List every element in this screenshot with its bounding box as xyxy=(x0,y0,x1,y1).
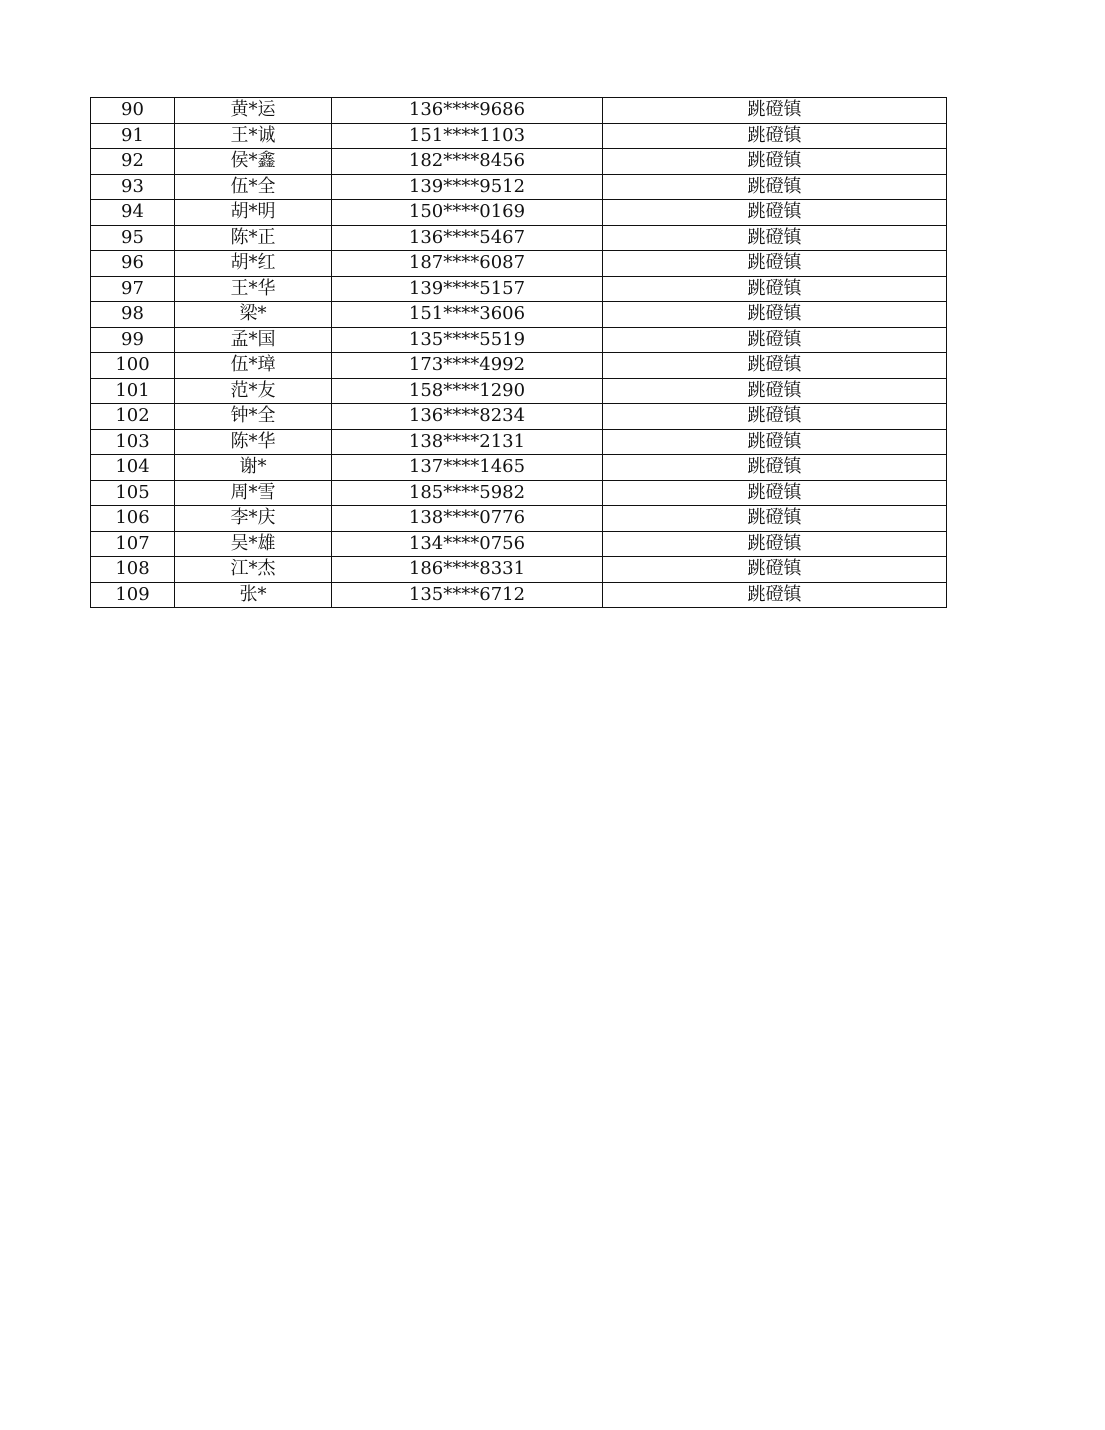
row-number-cell: 102 xyxy=(91,404,175,430)
phone-cell: 138****0776 xyxy=(332,506,603,532)
phone-cell: 186****8331 xyxy=(332,557,603,583)
phone-cell: 182****8456 xyxy=(332,149,603,175)
table-row xyxy=(91,200,947,226)
row-number-cell: 97 xyxy=(91,276,175,302)
table-row xyxy=(91,225,947,251)
town-cell: 跳磴镇 xyxy=(603,200,947,226)
table-row xyxy=(91,123,947,149)
name-cell: 陈*正 xyxy=(175,225,332,251)
name-cell: 陈*华 xyxy=(175,429,332,455)
row-number-cell: 104 xyxy=(91,455,175,481)
town-cell: 跳磴镇 xyxy=(603,251,947,277)
table-row xyxy=(91,378,947,404)
name-cell: 伍*璋 xyxy=(175,353,332,379)
town-cell: 跳磴镇 xyxy=(603,531,947,557)
name-cell: 张* xyxy=(175,582,332,608)
table-row xyxy=(91,531,947,557)
town-cell: 跳磴镇 xyxy=(603,429,947,455)
table-row xyxy=(91,480,947,506)
table-row xyxy=(91,455,947,481)
phone-cell: 150****0169 xyxy=(332,200,603,226)
phone-cell: 187****6087 xyxy=(332,251,603,277)
roster-table xyxy=(90,97,947,608)
table-row xyxy=(91,327,947,353)
town-cell: 跳磴镇 xyxy=(603,174,947,200)
town-cell: 跳磴镇 xyxy=(603,302,947,328)
phone-cell: 136****8234 xyxy=(332,404,603,430)
name-cell: 范*友 xyxy=(175,378,332,404)
table-row xyxy=(91,353,947,379)
row-number-cell: 105 xyxy=(91,480,175,506)
name-cell: 周*雪 xyxy=(175,480,332,506)
town-cell: 跳磴镇 xyxy=(603,557,947,583)
table-row xyxy=(91,276,947,302)
table-row xyxy=(91,149,947,175)
table-row xyxy=(91,404,947,430)
table-row xyxy=(91,582,947,608)
row-number-cell: 107 xyxy=(91,531,175,557)
row-number-cell: 93 xyxy=(91,174,175,200)
name-cell: 孟*国 xyxy=(175,327,332,353)
phone-cell: 151****3606 xyxy=(332,302,603,328)
town-cell: 跳磴镇 xyxy=(603,327,947,353)
table-row xyxy=(91,251,947,277)
name-cell: 江*杰 xyxy=(175,557,332,583)
roster-sheet xyxy=(90,97,947,608)
town-cell: 跳磴镇 xyxy=(603,404,947,430)
phone-cell: 139****5157 xyxy=(332,276,603,302)
table-row xyxy=(91,98,947,124)
name-cell: 吴*雄 xyxy=(175,531,332,557)
phone-cell: 134****0756 xyxy=(332,531,603,557)
phone-cell: 158****1290 xyxy=(332,378,603,404)
town-cell: 跳磴镇 xyxy=(603,582,947,608)
name-cell: 谢* xyxy=(175,455,332,481)
name-cell: 伍*全 xyxy=(175,174,332,200)
phone-cell: 173****4992 xyxy=(332,353,603,379)
town-cell: 跳磴镇 xyxy=(603,506,947,532)
row-number-cell: 92 xyxy=(91,149,175,175)
phone-cell: 137****1465 xyxy=(332,455,603,481)
town-cell: 跳磴镇 xyxy=(603,480,947,506)
table-row xyxy=(91,174,947,200)
town-cell: 跳磴镇 xyxy=(603,123,947,149)
phone-cell: 185****5982 xyxy=(332,480,603,506)
row-number-cell: 91 xyxy=(91,123,175,149)
phone-cell: 136****9686 xyxy=(332,98,603,124)
phone-cell: 135****5519 xyxy=(332,327,603,353)
name-cell: 王*华 xyxy=(175,276,332,302)
town-cell: 跳磴镇 xyxy=(603,378,947,404)
phone-cell: 151****1103 xyxy=(332,123,603,149)
table-row xyxy=(91,557,947,583)
name-cell: 钟*全 xyxy=(175,404,332,430)
town-cell: 跳磴镇 xyxy=(603,225,947,251)
name-cell: 李*庆 xyxy=(175,506,332,532)
name-cell: 胡*明 xyxy=(175,200,332,226)
name-cell: 梁* xyxy=(175,302,332,328)
name-cell: 胡*红 xyxy=(175,251,332,277)
name-cell: 黄*运 xyxy=(175,98,332,124)
town-cell: 跳磴镇 xyxy=(603,98,947,124)
table-row xyxy=(91,429,947,455)
row-number-cell: 103 xyxy=(91,429,175,455)
row-number-cell: 109 xyxy=(91,582,175,608)
row-number-cell: 99 xyxy=(91,327,175,353)
town-cell: 跳磴镇 xyxy=(603,276,947,302)
row-number-cell: 94 xyxy=(91,200,175,226)
name-cell: 王*诚 xyxy=(175,123,332,149)
phone-cell: 138****2131 xyxy=(332,429,603,455)
table-row xyxy=(91,302,947,328)
town-cell: 跳磴镇 xyxy=(603,353,947,379)
row-number-cell: 101 xyxy=(91,378,175,404)
town-cell: 跳磴镇 xyxy=(603,455,947,481)
row-number-cell: 90 xyxy=(91,98,175,124)
roster-table-body xyxy=(91,98,947,608)
name-cell: 侯*鑫 xyxy=(175,149,332,175)
phone-cell: 139****9512 xyxy=(332,174,603,200)
row-number-cell: 98 xyxy=(91,302,175,328)
table-row xyxy=(91,506,947,532)
row-number-cell: 106 xyxy=(91,506,175,532)
row-number-cell: 95 xyxy=(91,225,175,251)
phone-cell: 135****6712 xyxy=(332,582,603,608)
town-cell: 跳磴镇 xyxy=(603,149,947,175)
row-number-cell: 96 xyxy=(91,251,175,277)
row-number-cell: 108 xyxy=(91,557,175,583)
row-number-cell: 100 xyxy=(91,353,175,379)
phone-cell: 136****5467 xyxy=(332,225,603,251)
